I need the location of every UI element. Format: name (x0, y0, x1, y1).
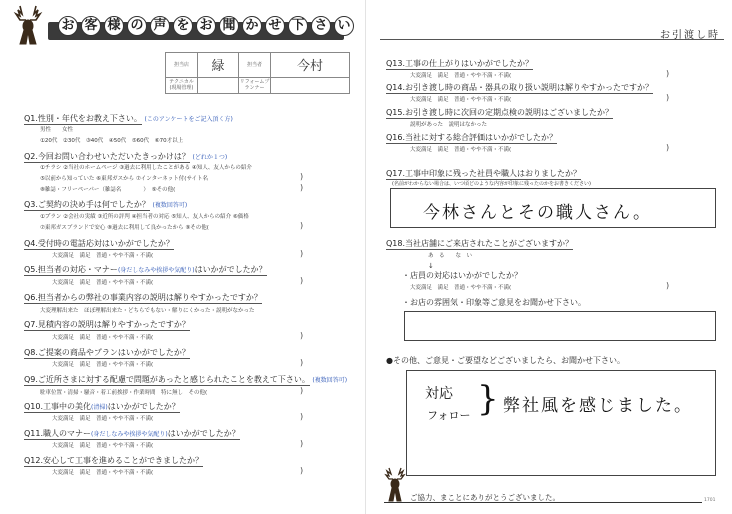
q8-rating-options[interactable]: 大変満足 満足 普通・やや不満・不満( (52, 362, 154, 368)
sales-label: 担当店 (166, 53, 198, 78)
thank-you-text: ご協力、まことにありがとうございました。 (410, 493, 560, 502)
q7-rating-options[interactable]: 大変満足 満足 普通・やや不満・不満( (52, 335, 154, 341)
title-char: お (196, 16, 216, 36)
q18-sub2-answer-box[interactable] (404, 311, 716, 341)
staff-value[interactable]: 今村 (270, 53, 349, 78)
q18-sub2: ・お店の雰囲気・印象等ご意見をお聞かせ下さい。 (402, 298, 586, 307)
question-label: Q15.お引き渡し時に次回の定期点検の説明はございましたか？ (386, 108, 614, 117)
question-q11 (24, 428, 240, 439)
other-comments-heading: ●その他、ご意見・ご要望などございましたら、お聞かせ下さい。 (386, 356, 625, 365)
q9-options[interactable]: 駐車位置・清掃・騒音・着工前挨拶・作業時間 特に無し その他( (40, 390, 208, 396)
q11-rating-options[interactable]: 大変満足 満足 普通・やや不満・不満( (52, 443, 154, 449)
title-char: 聞 (219, 16, 239, 36)
q18-sub1: ・店員の対応はいかがでしたか？ (402, 271, 522, 280)
question-label: Q1.性別・年代をお教え下さい。 (24, 114, 142, 123)
question-label: Q8.ご提案の商品やプランはいかがでしたか？ (24, 348, 190, 357)
question-q13 (386, 58, 533, 69)
question-q17 (386, 168, 581, 179)
q18-sub1-options[interactable]: 大変満足 満足 普通・やや不満・不満( (410, 285, 512, 291)
reform-value[interactable] (270, 77, 349, 93)
q3-options-line1[interactable]: ①プラン ②会社の実績 ③近所の評判 ④担当者の対応 ⑤知人、友人からの紹介 ⑥価格 (40, 214, 249, 220)
section-title: お引渡し時 (660, 30, 720, 41)
question-q10 (24, 401, 180, 412)
other-handwritten-left1: 対応 (425, 386, 453, 402)
question-note: (どれか１つ) (192, 154, 228, 161)
reform-label: リフォームプランナー (238, 77, 270, 93)
question-q5 (24, 264, 267, 275)
deer-logo-icon (380, 466, 410, 502)
title-char: か (242, 16, 262, 36)
question-label: Q13.工事の仕上がりはいかがでしたか？ (386, 59, 534, 68)
q15-options[interactable]: 説明があった 説明はなかった (410, 122, 487, 128)
question-label: Q16.当社に対する総合評価はいかがでしたか？ (386, 133, 558, 142)
question-q2 (24, 151, 227, 162)
title-char: を (173, 16, 193, 36)
q17-answer-box[interactable] (390, 188, 716, 228)
question-q16 (386, 132, 557, 143)
question-label: Q12.安心して工事を進めることができましたか？ (24, 456, 204, 465)
q17-note: (名前がわからない場合は、いつ頃どのような内容が印象に残ったのかをお書きください) (392, 181, 591, 187)
bracket-close: ) (666, 93, 670, 102)
question-q8 (24, 347, 190, 358)
header-rule (380, 39, 724, 40)
q2-options-line1[interactable]: ①チラシ ②当社のホームページ ③過去に利用したことがある ④知人、友人からの紹介 (40, 165, 252, 171)
question-label: Q17.工事中印象に残った社員や職人はおりましたか？ (386, 169, 582, 178)
question-q3 (24, 199, 187, 210)
bracket-close: ) (300, 183, 304, 192)
q17-handwritten-answer: 今林さんとその職人さん。 (423, 203, 653, 223)
title-char: せ (265, 16, 285, 36)
bracket-close: ) (300, 221, 304, 230)
title-char: 客 (81, 16, 101, 36)
q2-options-line2[interactable]: ⑤以前から知っていた ⑥東邦ガスから ⑦インターネット付(サイト名 (40, 176, 209, 182)
question-label-tail: はいかがでしたか？ (194, 265, 267, 274)
bracket-close: ) (300, 358, 304, 367)
bracket-close: ) (300, 412, 304, 421)
title-char: お (58, 16, 78, 36)
bracket-close: ) (300, 466, 304, 475)
question-q14 (386, 82, 653, 93)
arrow-down-icon: ↓ (428, 262, 434, 270)
q18-options[interactable]: あ る な い (428, 253, 473, 259)
title-char: 下 (288, 16, 308, 36)
question-label-tail: はいかがでしたか？ (107, 402, 180, 411)
question-q15 (386, 107, 613, 118)
other-comments-box[interactable] (406, 370, 716, 476)
title-char: 声 (150, 16, 170, 36)
bracket-close: ) (300, 439, 304, 448)
question-note: (複数回答可) (312, 377, 348, 384)
form-code: 1701 (704, 498, 716, 503)
title-char: の (127, 16, 147, 36)
question-q4 (24, 238, 174, 249)
bracket-close: ) (666, 281, 670, 290)
title-char: い (334, 16, 354, 36)
bracket-close: ) (300, 331, 304, 340)
question-label: Q14.お引き渡し時の商品・器具の取り扱い説明は解りやすかったですか？ (386, 83, 654, 92)
question-note: (身だしなみや挨拶や気配り) (117, 267, 195, 274)
tech-label: テクニカル(現場管理) (166, 77, 198, 93)
question-label: Q7.見積内容の説明は解りやすかったですか？ (24, 320, 190, 329)
question-q9 (24, 374, 347, 385)
q14-rating-options[interactable]: 大変満足 満足 普通・やや不満・不満( (410, 97, 512, 103)
q2-options-line3[interactable]: ⑧雑誌・フリーペーパー（雑誌名 ） ⑨その他( (40, 187, 176, 193)
title-char: さ (311, 16, 331, 36)
title-char: 様 (104, 16, 124, 36)
bracket-close: ) (300, 249, 304, 258)
question-note: (複数回答可) (152, 202, 188, 209)
q16-rating-options[interactable]: 大変満足 満足 普通・やや不満・不満( (410, 147, 512, 153)
sales-value[interactable]: 緑 (198, 53, 239, 78)
bracket-close: ) (300, 172, 304, 181)
staff-table (165, 52, 350, 94)
question-label: Q2.今回お問い合わせいただいたきっかけは？ (24, 152, 190, 161)
bracket-close: ) (666, 143, 670, 152)
other-handwritten-main: 弊社風を感じました。 (503, 396, 693, 416)
tech-value[interactable] (198, 77, 239, 93)
q6-options[interactable]: 大変理解出来た ほぼ理解出来た・どちらでもない・解りにくかった・説明がなかった (40, 308, 255, 314)
brace-icon: } (477, 379, 499, 419)
q13-rating-options[interactable]: 大変満足 満足 普通・やや不満・不満( (410, 73, 512, 79)
q12-rating-options[interactable]: 大変満足 満足 普通・やや不満・不満( (52, 470, 154, 476)
question-label: Q9.ご近所さまに対する配慮で問題があったと感じられたことを教えて下さい。 (24, 375, 310, 384)
question-label-tail: はいかがでしたか？ (167, 429, 240, 438)
question-label: Q3.ご契約の決め手は何でしたか？ (24, 200, 150, 209)
question-note: (身だしなみや挨拶や気配り) (91, 431, 168, 438)
q1-age-options[interactable]: ①20代 ②30代 ③40代 ④50代 ⑤60代 ⑥70才以上 (40, 138, 184, 144)
question-note: (清掃) (91, 404, 108, 411)
q10-rating-options[interactable]: 大変満足 満足 普通・やや不満・不満( (52, 416, 154, 422)
deer-logo-icon (6, 2, 50, 46)
bracket-close: ) (300, 276, 304, 285)
footer-rule (384, 502, 702, 503)
other-handwritten-left2: フォロー (427, 409, 471, 422)
question-q1 (24, 113, 233, 124)
question-label: Q10.工事中の美化 (24, 402, 92, 411)
survey-title (58, 16, 354, 36)
question-note: (このアンケートをご記入頂く方) (144, 116, 233, 123)
question-label: Q4.受付時の電話応対はいかがでしたか？ (24, 239, 174, 248)
question-label: Q6.担当者からの弊社の事業内容の説明は解りやすかったですか？ (24, 293, 262, 302)
question-label: Q18.当社店舗にご来店されたことがございますか？ (386, 239, 574, 248)
question-q12 (24, 455, 203, 466)
question-label: Q11.職人のマナー (24, 429, 92, 438)
q1-gender-options[interactable]: 男性 女性 (40, 127, 74, 133)
bracket-close: ) (300, 386, 304, 395)
question-q6 (24, 292, 262, 303)
question-q18 (386, 238, 573, 249)
q4-rating-options[interactable]: 大変満足 満足 普通・やや不満・不満( (52, 253, 154, 259)
staff-label: 担当者 (238, 53, 270, 78)
page-fold (365, 0, 366, 514)
question-q7 (24, 319, 190, 330)
question-label: Q5.担当者の対応・マナー (24, 265, 118, 274)
q3-options-line2[interactable]: ⑦東邦ガスブランドで安心 ⑧過去に利用して良かったから ⑨その他( (40, 225, 209, 231)
q5-rating-options[interactable]: 大変満足 満足 普通・やや不満・不満( (52, 280, 154, 286)
bracket-close: ) (666, 69, 670, 78)
